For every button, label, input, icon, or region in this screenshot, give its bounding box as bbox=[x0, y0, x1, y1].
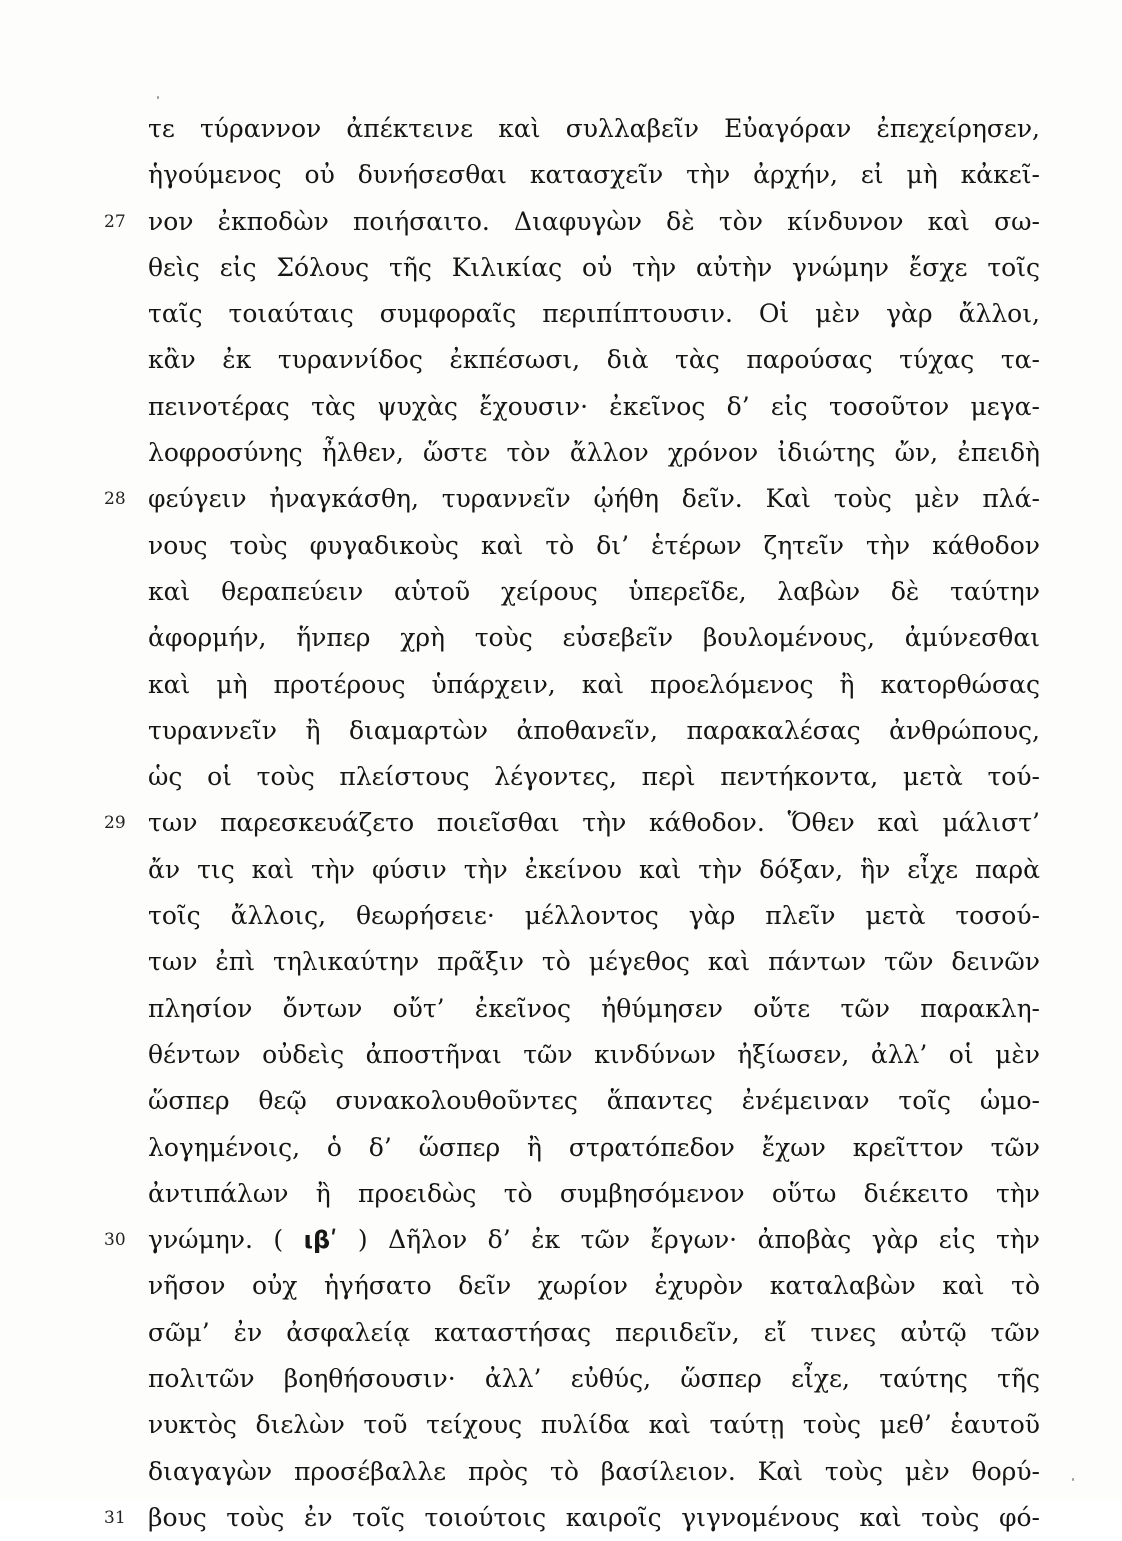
line-text: ἄν τις καὶ τὴν φύσιν τὴν ἐκείνου καὶ τὴν δόξαν, ἣν εἶχε παρὰ bbox=[148, 854, 1040, 884]
line-number: 31 bbox=[104, 1507, 126, 1528]
line-text: νῆσον οὐχ ἡγήσατο δεῖν χωρίον ἐχυρὸν καταλαβὼν καὶ τὸ bbox=[148, 1271, 1040, 1301]
line-text: θεὶς εἰς Σόλους τῆς Κιλικίας οὐ τὴν αὐτὴν γνώμην ἔσχε τοῖς bbox=[148, 252, 1040, 282]
text-line bbox=[104, 199, 1040, 245]
text-line bbox=[148, 569, 1040, 615]
line-text: βους τοὺς ἐν τοῖς τοιούτοις καιροῖς γιγνομένους καὶ τοὺς φό- bbox=[148, 1502, 1040, 1532]
line-text: κἂν ἐκ τυραννίδος ἐκπέσωσι, διὰ τὰς παρούσας τύχας τα- bbox=[148, 345, 1040, 375]
text-line bbox=[148, 291, 1040, 337]
line-number: 30 bbox=[104, 1230, 126, 1251]
line-text: ἀφορμήν, ἥνπερ χρὴ τοὺς εὐσεβεῖν βουλομένους, ἀμύνεσθαι bbox=[148, 623, 1040, 653]
line-text: ὥσπερ θεῷ συνακολουθοῦντες ἅπαντες ἐνέμειναν τοῖς ὡμο- bbox=[148, 1086, 1040, 1116]
text-line bbox=[148, 384, 1040, 430]
line-text: ὡς οἱ τοὺς πλείστους λέγοντες, περὶ πεντήκοντα, μετὰ τού- bbox=[148, 762, 1040, 792]
text-line bbox=[148, 708, 1040, 754]
line-text: ταῖς τοιαύταις συμφοραῖς περιπίπτουσιν. Οἱ μὲν γὰρ ἄλλοι, bbox=[148, 299, 1040, 329]
text-line bbox=[148, 754, 1040, 800]
line-text: καὶ θεραπεύειν αὑτοῦ χείρους ὑπερεῖδε, λαβὼν δὲ ταύτην bbox=[148, 576, 1040, 606]
line-text: διαγαγὼν προσέβαλλε πρὸς τὸ βασίλειον. Καὶ τοὺς μὲν θορύ- bbox=[148, 1456, 1040, 1486]
line-text: τε τύραννον ἀπέκτεινε καὶ συλλαβεῖν Εὐαγόραν ἐπεχείρησεν, bbox=[148, 114, 1040, 143]
text-line bbox=[148, 1263, 1040, 1309]
line-text: πλησίον ὄντων οὔτ’ ἐκεῖνος ἠθύμησεν οὔτε τῶν παρακλη- bbox=[148, 993, 1040, 1023]
text-line bbox=[148, 152, 1040, 198]
text-line bbox=[148, 523, 1040, 569]
line-text: λογημένοις, ὁ δ’ ὥσπερ ἢ στρατόπεδον ἔχων κρεῖττον τῶν bbox=[148, 1132, 1040, 1162]
line-text: πεινοτέρας τὰς ψυχὰς ἔχουσιν· ἐκεῖνος δ’ εἰς τοσοῦτον μεγα- bbox=[148, 391, 1040, 421]
scan-speck bbox=[157, 96, 159, 99]
text-line bbox=[148, 1356, 1040, 1402]
line-text: καὶ μὴ προτέρους ὑπάρχειν, καὶ προελόμενος ἢ κατορθώσας bbox=[148, 669, 1040, 699]
text-line bbox=[148, 430, 1040, 476]
line-number: 28 bbox=[104, 489, 126, 510]
text-line bbox=[148, 1078, 1040, 1124]
line-text: των παρεσκευάζετο ποιεῖσθαι τὴν κάθοδον. Ὅθεν καὶ μάλιστ’ bbox=[148, 808, 1040, 838]
text-line bbox=[148, 1125, 1040, 1171]
text-line bbox=[148, 1032, 1040, 1078]
line-text-before-mark: γνώμην. ( bbox=[148, 1225, 304, 1255]
text-line-with-section-mark bbox=[104, 1217, 1040, 1263]
text-line bbox=[148, 662, 1040, 708]
text-line bbox=[148, 1402, 1040, 1448]
text-line bbox=[148, 939, 1040, 985]
greek-text-block bbox=[104, 106, 1040, 1541]
scan-speck bbox=[1072, 1478, 1074, 1481]
text-line bbox=[104, 1495, 1040, 1541]
line-text: των ἐπὶ τηλικαύτην πρᾶξιν τὸ μέγεθος καὶ πάντων τῶν δεινῶν bbox=[148, 947, 1040, 977]
line-text: νον ἐκποδὼν ποιήσαιτο. Διαφυγὼν δὲ τὸν κίνδυνον καὶ σω- bbox=[148, 206, 1040, 236]
line-text: ἡγούμενος οὐ δυνήσεσθαι κατασχεῖν τὴν ἀρχήν, εἰ μὴ κἀκεῖ- bbox=[148, 160, 1040, 190]
text-line bbox=[148, 1171, 1040, 1217]
text-line bbox=[148, 615, 1040, 661]
text-line bbox=[104, 800, 1040, 846]
line-number: 27 bbox=[104, 211, 126, 232]
line-text: ἀντιπάλων ἢ προειδὼς τὸ συμβησόμενον οὕτω διέκειτο τὴν bbox=[148, 1178, 1040, 1208]
line-number: 29 bbox=[104, 813, 126, 834]
text-line bbox=[148, 1449, 1040, 1495]
line-text: τοῖς ἄλλοις, θεωρήσειε· μέλλοντος γὰρ πλεῖν μετὰ τοσού- bbox=[148, 901, 1040, 931]
text-line bbox=[148, 1310, 1040, 1356]
text-line bbox=[104, 476, 1040, 522]
section-mark: ιβʹ bbox=[303, 1226, 338, 1255]
line-text: λοφροσύνης ἦλθεν, ὥστε τὸν ἄλλον χρόνον ἰδιώτης ὤν, ἐπειδὴ bbox=[148, 438, 1040, 468]
line-text: πολιτῶν βοηθήσουσιν· ἀλλ’ εὐθύς, ὥσπερ εἶχε, ταύτης τῆς bbox=[148, 1364, 1040, 1394]
line-text: νους τοὺς φυγαδικοὺς καὶ τὸ δι’ ἑτέρων ζητεῖν τὴν κάθοδον bbox=[148, 530, 1040, 560]
line-text: τυραννεῖν ἢ διαμαρτὼν ἀποθανεῖν, παρακαλέσας ἀνθρώπους, bbox=[148, 715, 1040, 745]
text-line bbox=[148, 337, 1040, 383]
line-text: νυκτὸς διελὼν τοῦ τείχους πυλίδα καὶ ταύτῃ τοὺς μεθ’ ἑαυτοῦ bbox=[148, 1410, 1040, 1440]
line-text: θέντων οὐδεὶς ἀποστῆναι τῶν κινδύνων ἠξίωσεν, ἀλλ’ οἱ μὲν bbox=[148, 1039, 1040, 1069]
line-text-after-mark: ) Δῆλον δ’ ἐκ τῶν ἔργων· ἀποβὰς γὰρ εἰς τὴν bbox=[337, 1225, 1040, 1255]
text-line bbox=[148, 245, 1040, 291]
text-line bbox=[148, 893, 1040, 939]
text-line bbox=[148, 847, 1040, 893]
text-line bbox=[148, 106, 1040, 152]
line-text: σῶμ’ ἐν ἀσφαλείᾳ καταστήσας περιιδεῖν, εἴ τινες αὐτῷ τῶν bbox=[148, 1317, 1040, 1347]
line-text: φεύγειν ἠναγκάσθη, τυραννεῖν ᾠήθη δεῖν. Καὶ τοὺς μὲν πλά- bbox=[148, 484, 1040, 514]
text-line bbox=[148, 986, 1040, 1032]
